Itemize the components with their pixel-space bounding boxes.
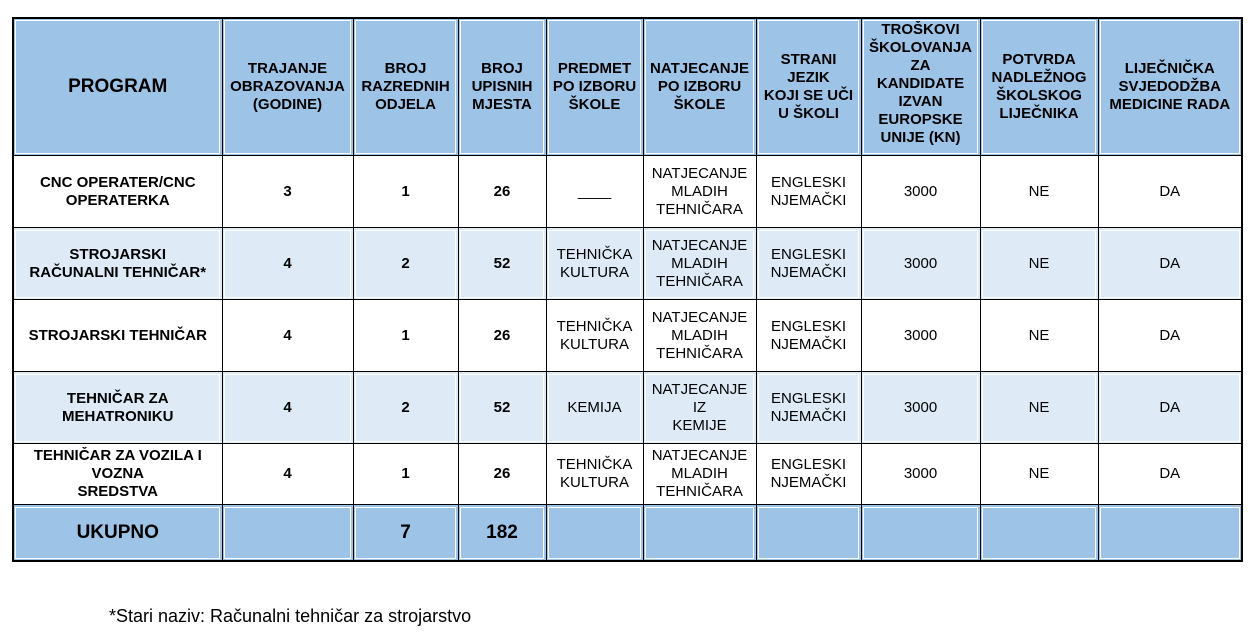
total-empty bbox=[980, 505, 1098, 562]
table-row bbox=[13, 300, 1242, 372]
program-table bbox=[12, 17, 1243, 562]
total-odjela: 7 bbox=[353, 505, 458, 562]
svjedodzba-cell: DA bbox=[1098, 372, 1242, 444]
jezik-cell: ENGLESKI NJEMAČKI bbox=[756, 300, 861, 372]
total-empty bbox=[222, 505, 353, 562]
header-troskovi: TROŠKOVI ŠKOLOVANJA ZA KANDIDATE IZVAN EUROPSKE UNIJE (KN) bbox=[861, 18, 980, 156]
trajanje-cell: 4 bbox=[222, 300, 353, 372]
total-empty bbox=[756, 505, 861, 562]
natjecanje-cell: NATJECANJE MLADIH TEHNIČARA bbox=[643, 156, 756, 228]
potvrda-cell: NE bbox=[980, 156, 1098, 228]
jezik-cell: ENGLESKI NJEMAČKI bbox=[756, 444, 861, 505]
potvrda-cell: NE bbox=[980, 228, 1098, 300]
mjesta-cell: 52 bbox=[458, 228, 546, 300]
odjela-cell: 1 bbox=[353, 156, 458, 228]
total-label: UKUPNO bbox=[13, 505, 222, 562]
header-trajanje: TRAJANJE OBRAZOVANJA (GODINE) bbox=[222, 18, 353, 156]
total-row bbox=[13, 505, 1242, 562]
total-empty bbox=[546, 505, 643, 562]
potvrda-cell: NE bbox=[980, 372, 1098, 444]
predmet-cell: ____ bbox=[546, 156, 643, 228]
predmet-cell: TEHNIČKA KULTURA bbox=[546, 300, 643, 372]
header-program: PROGRAM bbox=[13, 18, 222, 156]
trajanje-cell: 4 bbox=[222, 228, 353, 300]
jezik-cell: ENGLESKI NJEMAČKI bbox=[756, 228, 861, 300]
total-empty bbox=[861, 505, 980, 562]
natjecanje-cell: NATJECANJE MLADIH TEHNIČARA bbox=[643, 228, 756, 300]
footnote: *Stari naziv: Računalni tehničar za strojarstvo bbox=[109, 606, 472, 626]
total-empty bbox=[643, 505, 756, 562]
troskovi-cell: 3000 bbox=[861, 372, 980, 444]
predmet-cell: KEMIJA bbox=[546, 372, 643, 444]
header-broj-mjesta: BROJ UPISNIH MJESTA bbox=[458, 18, 546, 156]
header-predmet: PREDMET PO IZBORU ŠKOLE bbox=[546, 18, 643, 156]
odjela-cell: 1 bbox=[353, 444, 458, 505]
table-row bbox=[13, 156, 1242, 228]
jezik-cell: ENGLESKI NJEMAČKI bbox=[756, 156, 861, 228]
program-name: STROJARSKI RAČUNALNI TEHNIČAR* bbox=[13, 228, 222, 300]
natjecanje-cell: NATJECANJE MLADIH TEHNIČARA bbox=[643, 444, 756, 505]
natjecanje-cell: NATJECANJE IZ KEMIJE bbox=[643, 372, 756, 444]
jezik-cell: ENGLESKI NJEMAČKI bbox=[756, 372, 861, 444]
svjedodzba-cell: DA bbox=[1098, 228, 1242, 300]
predmet-cell: TEHNIČKA KULTURA bbox=[546, 228, 643, 300]
program-name: CNC OPERATER/CNC OPERATERKA bbox=[13, 156, 222, 228]
troskovi-cell: 3000 bbox=[861, 156, 980, 228]
mjesta-cell: 52 bbox=[458, 372, 546, 444]
header-row bbox=[13, 18, 1242, 156]
trajanje-cell: 4 bbox=[222, 444, 353, 505]
header-strani-jezik: STRANI JEZIK KOJI SE UČI U ŠKOLI bbox=[756, 18, 861, 156]
total-mjesta: 182 bbox=[458, 505, 546, 562]
odjela-cell: 2 bbox=[353, 228, 458, 300]
program-name: TEHNIČAR ZA VOZILA I VOZNA SREDSTVA bbox=[13, 444, 222, 505]
potvrda-cell: NE bbox=[980, 444, 1098, 505]
odjela-cell: 1 bbox=[353, 300, 458, 372]
total-empty bbox=[1098, 505, 1242, 562]
odjela-cell: 2 bbox=[353, 372, 458, 444]
potvrda-cell: NE bbox=[980, 300, 1098, 372]
header-potvrda: POTVRDA NADLEŽNOG ŠKOLSKOG LIJEČNIKA bbox=[980, 18, 1098, 156]
svjedodzba-cell: DA bbox=[1098, 300, 1242, 372]
header-broj-odjela: BROJ RAZREDNIH ODJELA bbox=[353, 18, 458, 156]
mjesta-cell: 26 bbox=[458, 156, 546, 228]
natjecanje-cell: NATJECANJE MLADIH TEHNIČARA bbox=[643, 300, 756, 372]
table-row bbox=[13, 444, 1242, 505]
table-row bbox=[13, 228, 1242, 300]
trajanje-cell: 4 bbox=[222, 372, 353, 444]
trajanje-cell: 3 bbox=[222, 156, 353, 228]
svjedodzba-cell: DA bbox=[1098, 156, 1242, 228]
program-name: STROJARSKI TEHNIČAR bbox=[13, 300, 222, 372]
header-natjecanje: NATJECANJE PO IZBORU ŠKOLE bbox=[643, 18, 756, 156]
program-name: TEHNIČAR ZA MEHATRONIKU bbox=[13, 372, 222, 444]
predmet-cell: TEHNIČKA KULTURA bbox=[546, 444, 643, 505]
mjesta-cell: 26 bbox=[458, 300, 546, 372]
svjedodzba-cell: DA bbox=[1098, 444, 1242, 505]
table-row bbox=[13, 372, 1242, 444]
header-svjedodzba: LIJEČNIČKA SVJEDODŽBA MEDICINE RADA bbox=[1098, 18, 1242, 156]
troskovi-cell: 3000 bbox=[861, 300, 980, 372]
troskovi-cell: 3000 bbox=[861, 444, 980, 505]
troskovi-cell: 3000 bbox=[861, 228, 980, 300]
mjesta-cell: 26 bbox=[458, 444, 546, 505]
